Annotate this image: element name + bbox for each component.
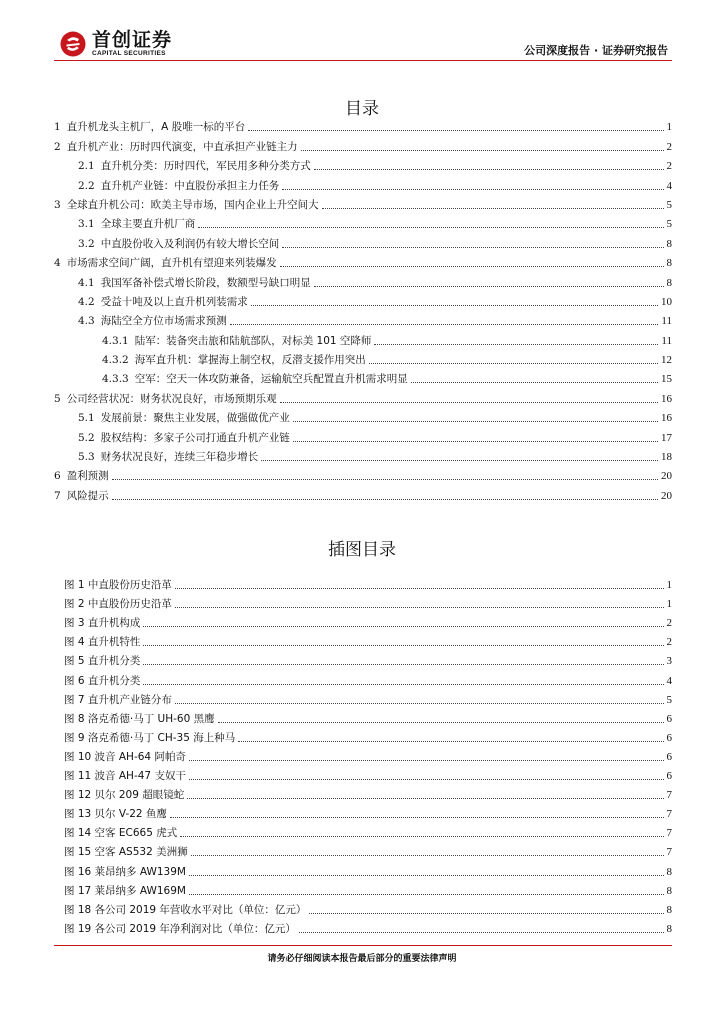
toc-entry-page: 8	[666, 257, 672, 270]
table-of-contents	[54, 115, 672, 503]
toc-entry-title: 全球主要直升机厂商	[100, 218, 196, 231]
figure-list-title: 插图目录	[328, 540, 396, 560]
toc-entry-title: 海军直升机：掌握海上制空权，反潜支援作用突出	[134, 354, 366, 367]
figure-leader-dots	[299, 932, 664, 933]
figure-entry[interactable]	[64, 573, 672, 592]
figure-entry-page: 6	[666, 750, 672, 763]
footer-divider	[54, 945, 672, 946]
toc-entry[interactable]	[54, 212, 672, 231]
page-header	[0, 0, 724, 64]
toc-entry[interactable]	[54, 328, 672, 347]
toc-entry-page: 12	[661, 354, 672, 367]
toc-entry-title: 中直股份收入及利润仍有较大增长空间	[100, 237, 280, 250]
figure-entry-title: 图 3 直升机构成	[64, 617, 141, 630]
figure-entry[interactable]	[64, 859, 672, 878]
toc-entry[interactable]	[54, 445, 672, 464]
toc-title: 目录	[345, 99, 379, 119]
figure-leader-dots	[143, 684, 663, 685]
figure-entry[interactable]	[64, 917, 672, 936]
figure-leader-dots	[191, 855, 664, 856]
figure-entry[interactable]	[64, 745, 672, 764]
logo-chinese-name: 首创证券	[92, 29, 173, 51]
figure-leader-dots	[238, 741, 663, 742]
toc-leader-dots	[293, 441, 658, 442]
figure-entry-page: 7	[666, 827, 672, 840]
toc-entry-title: 全球直升机公司：欧美主导市场，国内企业上升空间大	[66, 198, 319, 211]
toc-entry[interactable]	[54, 425, 672, 444]
toc-leader-dots	[374, 344, 658, 345]
figure-entry-title: 图 7 直升机产业链分布	[64, 693, 172, 706]
toc-entry[interactable]	[54, 115, 672, 134]
toc-entry-number: 4.3	[78, 315, 95, 328]
toc-entry-title: 公司经营状况：财务状况良好，市场预期乐观	[66, 392, 277, 405]
figure-entry-title: 图 6 直升机分类	[64, 674, 141, 687]
figure-entry-page: 2	[666, 636, 672, 649]
figure-entry[interactable]	[64, 611, 672, 630]
toc-entry-title: 受益十吨及以上直升机列装需求	[100, 295, 248, 308]
figure-entry-title: 图 8 洛克希德·马丁 UH-60 黑鹰	[64, 712, 215, 725]
toc-leader-dots	[280, 266, 664, 267]
figure-entry-title: 图 2 中直股份历史沿革	[64, 598, 172, 611]
figure-leader-dots	[175, 588, 664, 589]
toc-entry-number: 5.3	[78, 451, 95, 464]
figure-entry-title: 图 17 莱昂纳多 AW169M	[64, 884, 186, 897]
figure-leader-dots	[187, 798, 663, 799]
figure-entry[interactable]	[64, 764, 672, 783]
toc-entry[interactable]	[54, 134, 672, 153]
figure-entry[interactable]	[64, 592, 672, 611]
figure-entry-page: 8	[666, 922, 672, 935]
toc-entry-page: 4	[666, 179, 672, 192]
figure-entry-page: 5	[666, 693, 672, 706]
toc-entry-page: 5	[666, 218, 672, 231]
figure-entry-page: 1	[666, 598, 672, 611]
toc-entry-number: 7	[54, 489, 61, 502]
capital-securities-logo-icon	[60, 31, 86, 57]
report-type-label: 公司深度报告 · 证券研究报告	[524, 44, 668, 57]
toc-entry-title: 直升机产业链：中直股份承担主力任务	[100, 179, 280, 192]
toc-entry-title: 直升机产业：历时四代演变，中直承担产业链主力	[66, 140, 298, 153]
figure-entry[interactable]	[64, 726, 672, 745]
figure-leader-dots	[189, 875, 664, 876]
toc-entry-title: 直升机龙头主机厂，A 股唯一标的平台	[66, 121, 246, 134]
figure-leader-dots	[143, 645, 663, 646]
toc-leader-dots	[198, 227, 663, 228]
toc-leader-dots	[322, 208, 664, 209]
toc-leader-dots	[293, 421, 658, 422]
toc-entry-number: 2.1	[78, 160, 95, 173]
toc-entry-page: 8	[666, 276, 672, 289]
toc-entry-page: 11	[661, 334, 672, 347]
toc-entry[interactable]	[54, 154, 672, 173]
toc-leader-dots	[230, 324, 659, 325]
toc-entry-number: 2.2	[78, 179, 95, 192]
figure-entry-title: 图 18 各公司 2019 年营收水平对比（单位：亿元）	[64, 903, 307, 916]
toc-entry-page: 15	[661, 373, 672, 386]
toc-entry-title: 发展前景：聚焦主业发展，做强做优产业	[100, 412, 290, 425]
toc-entry[interactable]	[54, 290, 672, 309]
toc-entry-page: 20	[661, 470, 672, 483]
figure-entry-page: 1	[666, 579, 672, 592]
toc-entry-number: 4.3.2	[102, 354, 129, 367]
figure-entry-title: 图 13 贝尔 V-22 鱼鹰	[64, 808, 167, 821]
figure-entry[interactable]	[64, 840, 672, 859]
figure-leader-dots	[218, 722, 664, 723]
figure-entry[interactable]	[64, 630, 672, 649]
toc-entry-title: 股权结构：多家子公司打通直升机产业链	[100, 431, 290, 444]
figure-entry-title: 图 4 直升机特性	[64, 636, 141, 649]
toc-entry-page: 2	[666, 140, 672, 153]
toc-entry-number: 6	[54, 470, 61, 483]
toc-entry-number: 2	[54, 140, 61, 153]
toc-leader-dots	[112, 479, 658, 480]
toc-entry[interactable]	[54, 386, 672, 405]
toc-entry-title: 市场需求空间广阔，直升机有望迎来列装爆发	[66, 257, 277, 270]
toc-entry-page: 11	[661, 315, 672, 328]
figure-entry[interactable]	[64, 668, 672, 687]
toc-entry-title: 盈利预测	[66, 470, 109, 483]
toc-entry-number: 4.1	[78, 276, 95, 289]
figure-entry-page: 7	[666, 808, 672, 821]
figure-entry-page: 2	[666, 617, 672, 630]
toc-entry-title: 直升机分类：历时四代，军民用多种分类方式	[100, 160, 311, 173]
toc-entry-title: 财务状况良好，连续三年稳步增长	[100, 451, 259, 464]
toc-entry-number: 4	[54, 257, 61, 270]
toc-entry-number: 4.3.3	[102, 373, 129, 386]
figure-entry-title: 图 14 空客 EC665 虎式	[64, 827, 178, 840]
toc-entry-number: 4.3.1	[102, 334, 129, 347]
figure-entry-page: 3	[666, 655, 672, 668]
figure-entry-page: 7	[666, 789, 672, 802]
figure-entry[interactable]	[64, 688, 672, 707]
toc-leader-dots	[280, 402, 658, 403]
toc-entry-title: 空军：空天一体攻防兼备，运输航空兵配置直升机需求明显	[134, 373, 408, 386]
figure-entry-title: 图 16 莱昂纳多 AW139M	[64, 865, 186, 878]
figure-entry-page: 6	[666, 712, 672, 725]
toc-leader-dots	[248, 130, 663, 131]
toc-leader-dots	[314, 169, 664, 170]
toc-entry-title: 风险提示	[66, 489, 109, 502]
toc-entry[interactable]	[54, 270, 672, 289]
figure-leader-dots	[189, 760, 664, 761]
toc-entry[interactable]	[54, 309, 672, 328]
figure-entry-title: 图 5 直升机分类	[64, 655, 141, 668]
toc-leader-dots	[301, 150, 664, 151]
figure-entry-title: 图 19 各公司 2019 年净利润对比（单位：亿元）	[64, 922, 296, 935]
figure-entry-page: 6	[666, 731, 672, 744]
toc-entry-page: 16	[661, 412, 672, 425]
figure-leader-dots	[170, 817, 664, 818]
toc-entry-page: 17	[661, 431, 672, 444]
figure-entry-page: 8	[666, 903, 672, 916]
header-divider	[54, 60, 672, 61]
figure-entry-title: 图 11 波音 AH-47 支奴干	[64, 770, 186, 783]
toc-entry-title: 我国军备补偿式增长阶段，数额型号缺口明显	[100, 276, 311, 289]
figure-leader-dots	[143, 626, 663, 627]
figure-entry-page: 6	[666, 770, 672, 783]
toc-entry-number: 5.2	[78, 431, 95, 444]
figure-entry[interactable]	[64, 802, 672, 821]
toc-leader-dots	[369, 363, 658, 364]
toc-entry[interactable]	[54, 406, 672, 425]
toc-entry[interactable]	[54, 173, 672, 192]
figure-entry[interactable]	[64, 898, 672, 917]
figure-entry[interactable]	[64, 879, 672, 898]
toc-leader-dots	[251, 305, 658, 306]
toc-entry-page: 1	[666, 121, 672, 134]
toc-entry-number: 4.2	[78, 295, 95, 308]
toc-entry-number: 3.1	[78, 218, 95, 231]
toc-entry[interactable]	[54, 348, 672, 367]
toc-entry[interactable]	[54, 193, 672, 212]
figure-entry[interactable]	[64, 649, 672, 668]
toc-leader-dots	[282, 189, 663, 190]
figure-entry-page: 7	[666, 846, 672, 859]
logo-english-name: CAPITAL SECURITIES	[92, 50, 166, 57]
toc-leader-dots	[261, 460, 658, 461]
toc-entry[interactable]	[54, 367, 672, 386]
figure-entry-title: 图 10 波音 AH-64 阿帕奇	[64, 750, 186, 763]
figure-leader-dots	[189, 894, 664, 895]
toc-entry-page: 10	[661, 295, 672, 308]
figure-leader-dots	[309, 913, 663, 914]
figure-entry-page: 8	[666, 865, 672, 878]
toc-leader-dots	[112, 499, 658, 500]
toc-entry-number: 1	[54, 121, 61, 134]
toc-entry[interactable]	[54, 251, 672, 270]
company-logo	[60, 30, 172, 58]
toc-entry-page: 16	[661, 392, 672, 405]
legal-disclaimer: 请务必仔细阅读本报告最后部分的重要法律声明	[267, 954, 457, 964]
toc-entry[interactable]	[54, 464, 672, 483]
figure-leader-dots	[189, 779, 664, 780]
figure-entry[interactable]	[64, 821, 672, 840]
figure-entry[interactable]	[64, 783, 672, 802]
figure-entry-page: 4	[666, 674, 672, 687]
toc-entry-page: 20	[661, 489, 672, 502]
figure-leader-dots	[143, 664, 663, 665]
toc-leader-dots	[282, 247, 663, 248]
toc-entry-number: 5.1	[78, 412, 95, 425]
toc-entry-number: 3.2	[78, 237, 95, 250]
figure-list	[64, 573, 672, 936]
figure-entry-title: 图 1 中直股份历史沿革	[64, 579, 172, 592]
figure-leader-dots	[180, 836, 663, 837]
figure-leader-dots	[175, 703, 664, 704]
figure-leader-dots	[175, 607, 664, 608]
figure-entry-page: 8	[666, 884, 672, 897]
toc-entry[interactable]	[54, 231, 672, 250]
toc-leader-dots	[411, 382, 658, 383]
toc-entry-title: 陆军：装备突击旅和陆航部队，对标美 101 空降师	[134, 334, 372, 347]
figure-entry-title: 图 15 空客 AS532 美洲狮	[64, 846, 188, 859]
figure-entry[interactable]	[64, 707, 672, 726]
toc-entry-title: 海陆空全方位市场需求预测	[100, 315, 227, 328]
toc-entry-number: 3	[54, 198, 61, 211]
figure-entry-title: 图 12 贝尔 209 超眼镜蛇	[64, 789, 185, 802]
toc-leader-dots	[314, 286, 664, 287]
toc-entry-page: 2	[666, 160, 672, 173]
toc-entry-number: 5	[54, 392, 61, 405]
toc-entry-page: 18	[661, 451, 672, 464]
figure-entry-title: 图 9 洛克希德·马丁 CH-35 海上种马	[64, 731, 236, 744]
toc-entry-page: 5	[666, 198, 672, 211]
toc-entry[interactable]	[54, 483, 672, 502]
toc-entry-page: 8	[666, 237, 672, 250]
